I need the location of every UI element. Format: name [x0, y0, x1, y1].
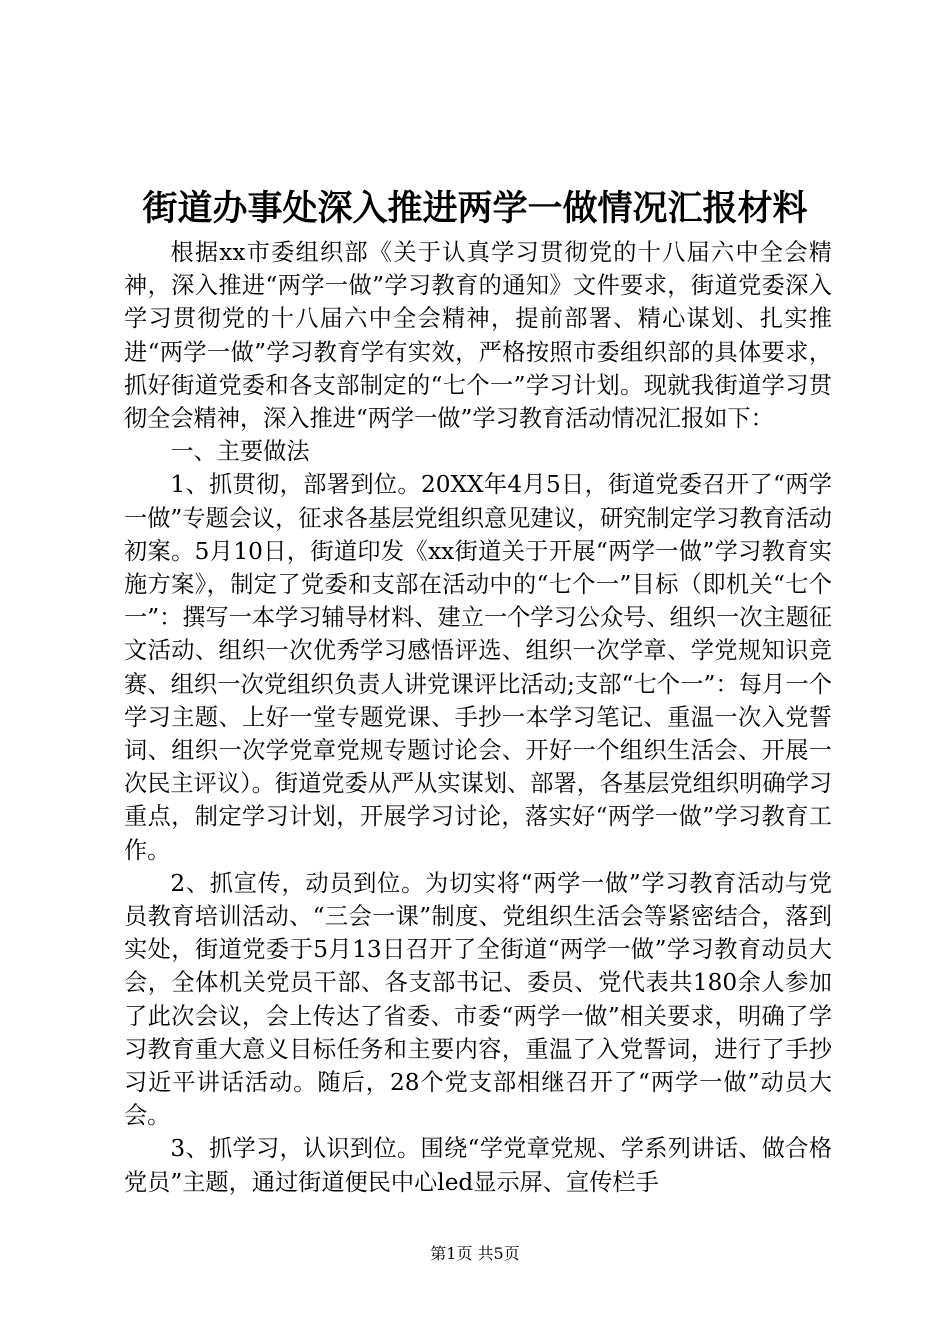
paragraph-point-2: 2、抓宣传，动员到位。为切实将“两学一做”学习教育活动与党员教育培训活动、“三会一课”制度、党组织生活会等紧密结合，落到实处，街道党委于5月13日召开了全街道“两学一做”学习教育动员大会，全体机关党员干部、各支部书记、委员、党代表共180余人参加了此次会议，会上传达了省委、市委“两学一做”相关要求，明确了学习教育重大意义目标任务和主要内容，重温了入党誓词，进行了手抄习近平讲话活动。随后，28个党支部相继召开了“两学一做”动员大会。	[124, 869, 832, 1130]
page-number-footer: 第1页 共5页	[430, 1244, 520, 1263]
paragraph-point-1: 1、抓贯彻，部署到位。20XX年4月5日，街道党委召开了“两学一做”专题会议，征求各基层党组织意见建议，研究制定学习教育活动初案。5月10日，街道印发《xx街道关于开展“两学一做”学习教育实施方案》，制定了党委和支部在活动中的“七个一”目标（即机关“七个一”：撰写一本学习辅导材料、建立一个学习公众号、组织一次主题征文活动、组织一次优秀学习感悟评选、组织一次学章、学党规知识竞赛、组织一次党组织负责人讲党课评比活动;支部“七个一”：每月一个学习主题、上好一堂专题党课、手抄一本学习笔记、重温一次入党誓词、组织一次学党章党规专题讨论会、开好一个组织生活会、开展一次民主评议）。街道党委从严从实谋划、部署，各基层党组织明确学习重点，制定学习计划，开展学习讨论，落实好“两学一做”学习教育工作。	[124, 471, 832, 864]
section-heading-main-practices: 一、主要做法	[170, 438, 310, 466]
paragraph-point-3: 3、抓学习，认识到位。围绕“学党章党规、学系列讲话、做合格党员”主题，通过街道便民中心led显示屏、宣传栏手	[124, 1135, 832, 1196]
document-body	[124, 236, 832, 1199]
document-title: 街道办事处深入推进两学一做情况汇报材料	[142, 188, 808, 229]
paragraph-intro: 根据xx市委组织部《关于认真学习贯彻党的十八届六中全会精神，深入推进“两学一做”学习教育的通知》文件要求，街道党委深入学习贯彻党的十八届六中全会精神，提前部署、精心谋划、扎实推进“两学一做”学习教育学有实效，严格按照市委组织部的具体要求，抓好街道党委和各支部制定的“七个一”学习计划。现就我街道学习贯彻全会精神，深入推进“两学一做”学习教育活动情况汇报如下：	[124, 239, 832, 433]
